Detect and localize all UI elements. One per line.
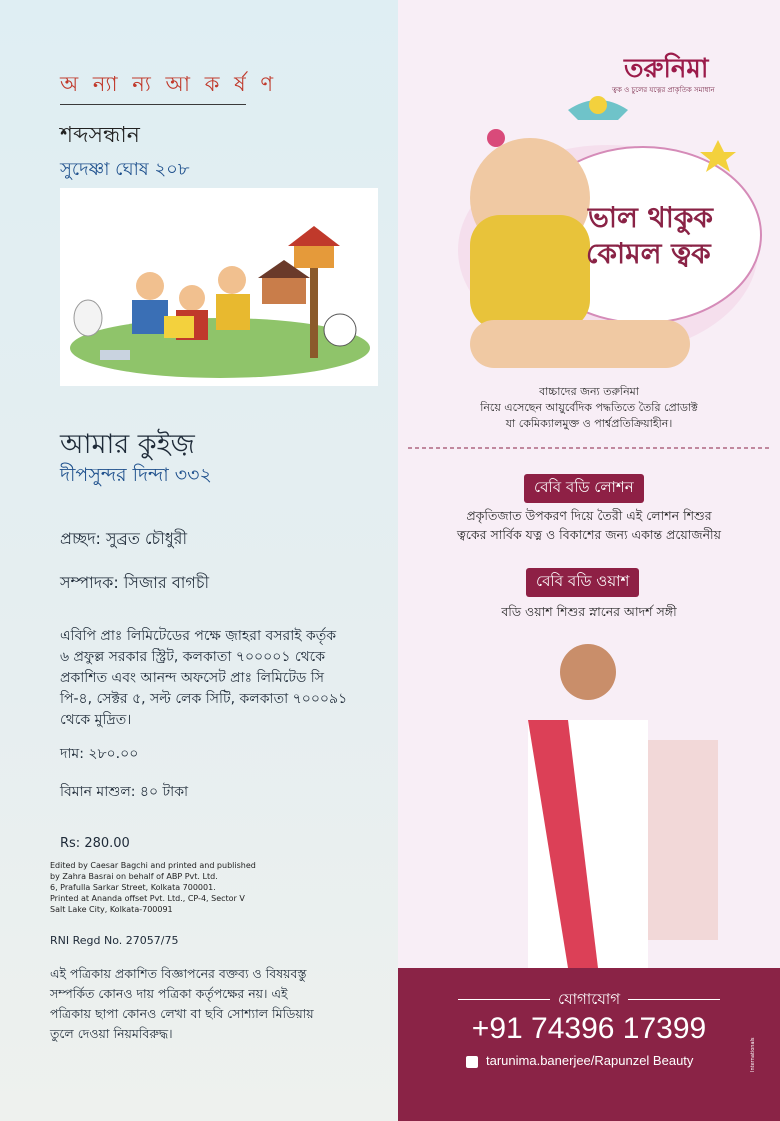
- disclaimer-line: সম্পর্কিত কোনও দায় পত্রিকা কর্তৃপক্ষের নয়। এই: [50, 986, 288, 1001]
- product-badge-lotion: বেবি বডি লোশন: [524, 474, 644, 503]
- ad-intro-line: যা কেমিক্যালমুক্ত ও পার্শ্বপ্রতিক্রিয়াহীন।: [505, 417, 673, 430]
- imprint-english: [50, 860, 256, 915]
- slogan-line-2: কোমল ত্বক: [586, 237, 711, 270]
- contact-footer: [398, 968, 780, 1121]
- rni-number: RNI Regd No. 27057/75: [50, 934, 179, 947]
- publisher-line: থেকে মুদ্রিত।: [60, 712, 132, 728]
- lotion-description: [398, 506, 780, 544]
- disclaimer: [50, 964, 314, 1044]
- section-heading: অ ন্যা ন্য আ ক র্ষ ণ: [60, 72, 278, 96]
- price-english: Rs: 280.00: [60, 836, 130, 851]
- lotion-description-line: প্রকৃতিজাত উপকরণ দিয়ে তৈরী এই লোশন শিশুর: [466, 508, 712, 523]
- imprint-line: Edited by Caesar Bagchi and printed and published: [50, 861, 256, 870]
- publisher-block: [60, 626, 347, 731]
- imprint-line: by Zahra Basrai on behalf of ABP Pvt. Ltd.: [50, 872, 218, 881]
- ad-intro-line: বাচ্চাদের জন্য তরুনিমা: [539, 385, 639, 398]
- imprint-line: 6, Prafulla Sarkar Street, Kolkata 700001.: [50, 883, 216, 892]
- phone-number[interactable]: +91 74396 17399: [471, 1012, 707, 1045]
- price-bengali: দাম: ২৮০.০০: [60, 746, 139, 762]
- contact-label: যোগাযোগ: [557, 990, 621, 1008]
- social-handle[interactable]: tarunima.banerjee/Rapunzel Beauty: [486, 1053, 694, 1068]
- product-badge-wash: বেবি বডি ওয়াশ: [526, 568, 639, 597]
- item2-title: আমার কুইজ়: [60, 429, 195, 460]
- disclaimer-line: তুলে দেওয়া নিয়মবিরুদ্ধ।: [50, 1026, 173, 1041]
- ad-intro-line: নিয়ে এসেছেন আয়ুর্বেদিক পদ্ধতিতে তৈরি প্রোডাক্ট: [480, 401, 698, 414]
- publisher-line: পি-৪, সেক্টর ৫, সল্ট লেক সিটি, কলকাতা ৭০০০৯১: [60, 691, 348, 707]
- disclaimer-line: পত্রিকায় ছাপা কোনও লেখা বা ছবি সোশ্যাল মিডিয়ায়: [50, 1006, 314, 1021]
- slogan-line-1: ভাল থাকুক: [588, 201, 714, 234]
- publisher-line: ৬ প্রফুল্ল সরকার স্ট্রিট, কলকাতা ৭০০০০১ থেকে: [60, 649, 326, 665]
- wash-description: বডি ওয়াশ শিশুর স্নানের আদর্শ সঙ্গী: [501, 604, 677, 619]
- brand-logo: তরুনিমা: [624, 54, 709, 84]
- item1-author: সুদেষ্ণা ঘোষ ২০৮: [60, 159, 190, 180]
- item1-title: শব্দসন্ধান: [60, 123, 140, 148]
- advertisement-page: [398, 0, 780, 1121]
- children-illustration: [60, 188, 378, 386]
- heading-rule: [60, 104, 246, 105]
- cover-credit: প্রচ্ছদ: সুব্রত চৌধুরী: [60, 529, 188, 548]
- facebook-icon: [466, 1056, 478, 1068]
- brand-tagline: ত্বক ও চুলের যত্নের প্রাকৃতিক সমাধান: [612, 86, 715, 94]
- publisher-line: প্রকাশিত এবং আনন্দ অফসেট প্রাঃ লিমিটেড সি: [60, 670, 325, 686]
- contact-rule-right: [628, 999, 720, 1000]
- editor-credit: সম্পাদক: সিজার বাগচী: [60, 573, 210, 592]
- imprint-line: Printed at Ananda offset Pvt. Ltd., CP-4, Sector V: [50, 894, 245, 903]
- ad-intro: [398, 384, 780, 432]
- publisher-line: এবিপি প্রাঃ লিমিটেডের পক্ষে জ়াহরা বসরাই কর্তৃক: [60, 628, 337, 644]
- item2-author: দীপসুন্দর দিন্দা ৩৩২: [60, 464, 212, 486]
- imprint-line: Salt Lake City, Kolkata-700091: [50, 905, 173, 914]
- airmail-charge: বিমান মাশুল: ৪০ টাকা: [60, 784, 189, 800]
- ad-credit: Internationals: [750, 1037, 756, 1072]
- disclaimer-line: এই পত্রিকায় প্রকাশিত বিজ্ঞাপনের বক্তব্য ও বিষয়বস্তু: [50, 966, 307, 981]
- lotion-description-line: ত্বকের সার্বিক যত্ন ও বিকাশের জন্য একান্ত প্রয়োজনীয়: [457, 527, 721, 542]
